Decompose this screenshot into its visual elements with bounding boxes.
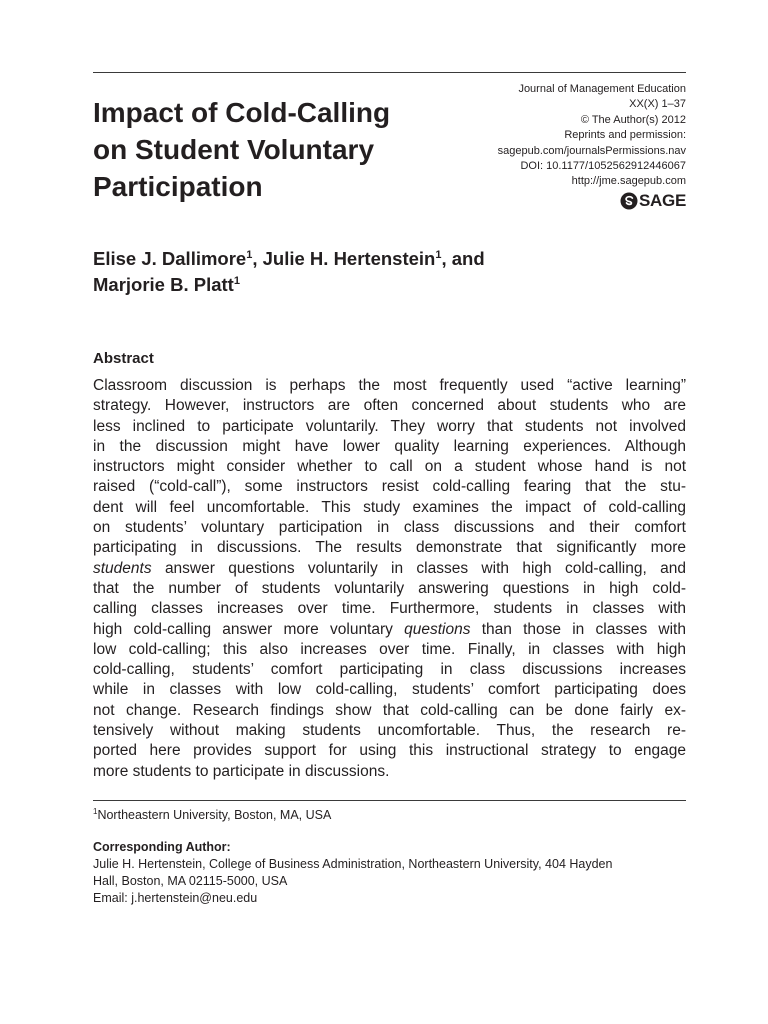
publisher-name: SAGE bbox=[639, 191, 686, 211]
article-title bbox=[93, 94, 453, 205]
abstract-line: Classroom discussion is perhaps the most frequently used “active learning” bbox=[93, 377, 686, 394]
abstract-line: ported here provides support for using this instructional strategy to engage bbox=[93, 742, 686, 760]
affiliation-marker: 1 bbox=[233, 274, 240, 287]
abstract-line: low cold-calling; this also increases over time. Finally, in classes with high bbox=[93, 640, 686, 658]
emphasis: questions bbox=[404, 620, 471, 638]
emphasis: students bbox=[93, 559, 152, 577]
title-line: on Student Voluntary bbox=[93, 134, 375, 165]
abstract-line: instructors might consider whether to call on a student whose hand is not bbox=[93, 458, 686, 476]
sage-s-mark-icon bbox=[620, 192, 638, 210]
author-name: Elise J. Dallimore bbox=[93, 248, 247, 269]
affiliation-marker: 1 bbox=[93, 806, 98, 816]
abstract-line: calling classes increases over time. Furthermore, students in classes with bbox=[93, 600, 686, 618]
header-rule bbox=[93, 72, 686, 73]
abstract-line: high cold-calling answer more voluntary questions than those in classes with bbox=[93, 620, 686, 638]
abstract-line: more students to participate in discussions. bbox=[93, 762, 390, 780]
abstract-line: dent will feel uncomfortable. This study examines the impact of cold-calling bbox=[93, 498, 686, 516]
abstract-line: tensively without making students uncomfortable. Thus, the research re- bbox=[93, 722, 686, 740]
abstract-line: strategy. However, instructors are often concerned about students who are bbox=[93, 397, 686, 415]
affiliation-text: Northeastern University, Boston, MA, USA bbox=[97, 808, 332, 822]
abstract-line: while in classes with low cold-calling, students’ comfort participating does bbox=[93, 681, 686, 699]
reprints-label: Reprints and permission: bbox=[564, 129, 686, 142]
corresponding-author-heading: Corresponding Author: bbox=[93, 840, 231, 854]
corresponding-address-line: Hall, Boston, MA 02115-5000, USA bbox=[93, 873, 288, 888]
author-separator: , and bbox=[441, 248, 485, 269]
author-list bbox=[93, 246, 693, 298]
affiliation-marker: 1 bbox=[435, 248, 442, 261]
abstract-line: cold-calling, students’ comfort participating in class discussions increases bbox=[93, 661, 686, 679]
abstract-line: students answer questions voluntarily in classes with high cold-calling, and bbox=[93, 559, 686, 577]
journal-info bbox=[426, 82, 686, 215]
author-separator: , bbox=[252, 248, 263, 269]
abstract-line: not change. Research findings show that cold-calling can be done fairly ex- bbox=[93, 701, 686, 719]
abstract-body bbox=[93, 376, 686, 782]
journal-issue: XX(X) 1–37 bbox=[629, 98, 686, 111]
title-line: Participation bbox=[93, 171, 263, 202]
abstract-line: that the number of students voluntarily answering questions in high cold- bbox=[93, 579, 686, 597]
copyright-notice: © The Author(s) 2012 bbox=[580, 113, 686, 126]
abstract-line: less inclined to participate voluntarily. They worry that students not involved bbox=[93, 417, 686, 435]
permissions-url[interactable]: sagepub.com/journalsPermissions.nav bbox=[497, 144, 686, 157]
abstract-line: participating in discussions. The results demonstrate that significantly more bbox=[93, 539, 686, 557]
journal-site-url[interactable]: http://jme.sagepub.com bbox=[571, 175, 686, 188]
author-name: Marjorie B. Platt bbox=[93, 274, 234, 295]
title-line: Impact of Cold-Calling bbox=[93, 97, 391, 128]
corresponding-author-details bbox=[93, 856, 693, 906]
sage-logo bbox=[620, 192, 686, 210]
doi[interactable]: DOI: 10.1177/1052562912446067 bbox=[520, 160, 686, 173]
abstract-line: on students’ voluntary participation in class discussions and their comfort bbox=[93, 519, 686, 537]
abstract-line: in the discussion might have lower quality learning experiences. Although bbox=[93, 437, 686, 455]
footnote-rule bbox=[93, 800, 686, 801]
corresponding-email[interactable]: Email: j.hertenstein@neu.edu bbox=[93, 890, 258, 905]
abstract-line: raised (“cold-call”), some instructors resist cold-calling fearing that the stu- bbox=[93, 478, 686, 496]
affiliation bbox=[93, 808, 331, 822]
affiliation-marker: 1 bbox=[246, 248, 253, 261]
journal-name: Journal of Management Education bbox=[518, 83, 686, 95]
author-name: Julie H. Hertenstein bbox=[262, 248, 436, 269]
abstract-heading: Abstract bbox=[93, 350, 154, 367]
corresponding-address-line: Julie H. Hertenstein, College of Business Administration, Northeastern University, 404 Hayden bbox=[93, 857, 613, 871]
